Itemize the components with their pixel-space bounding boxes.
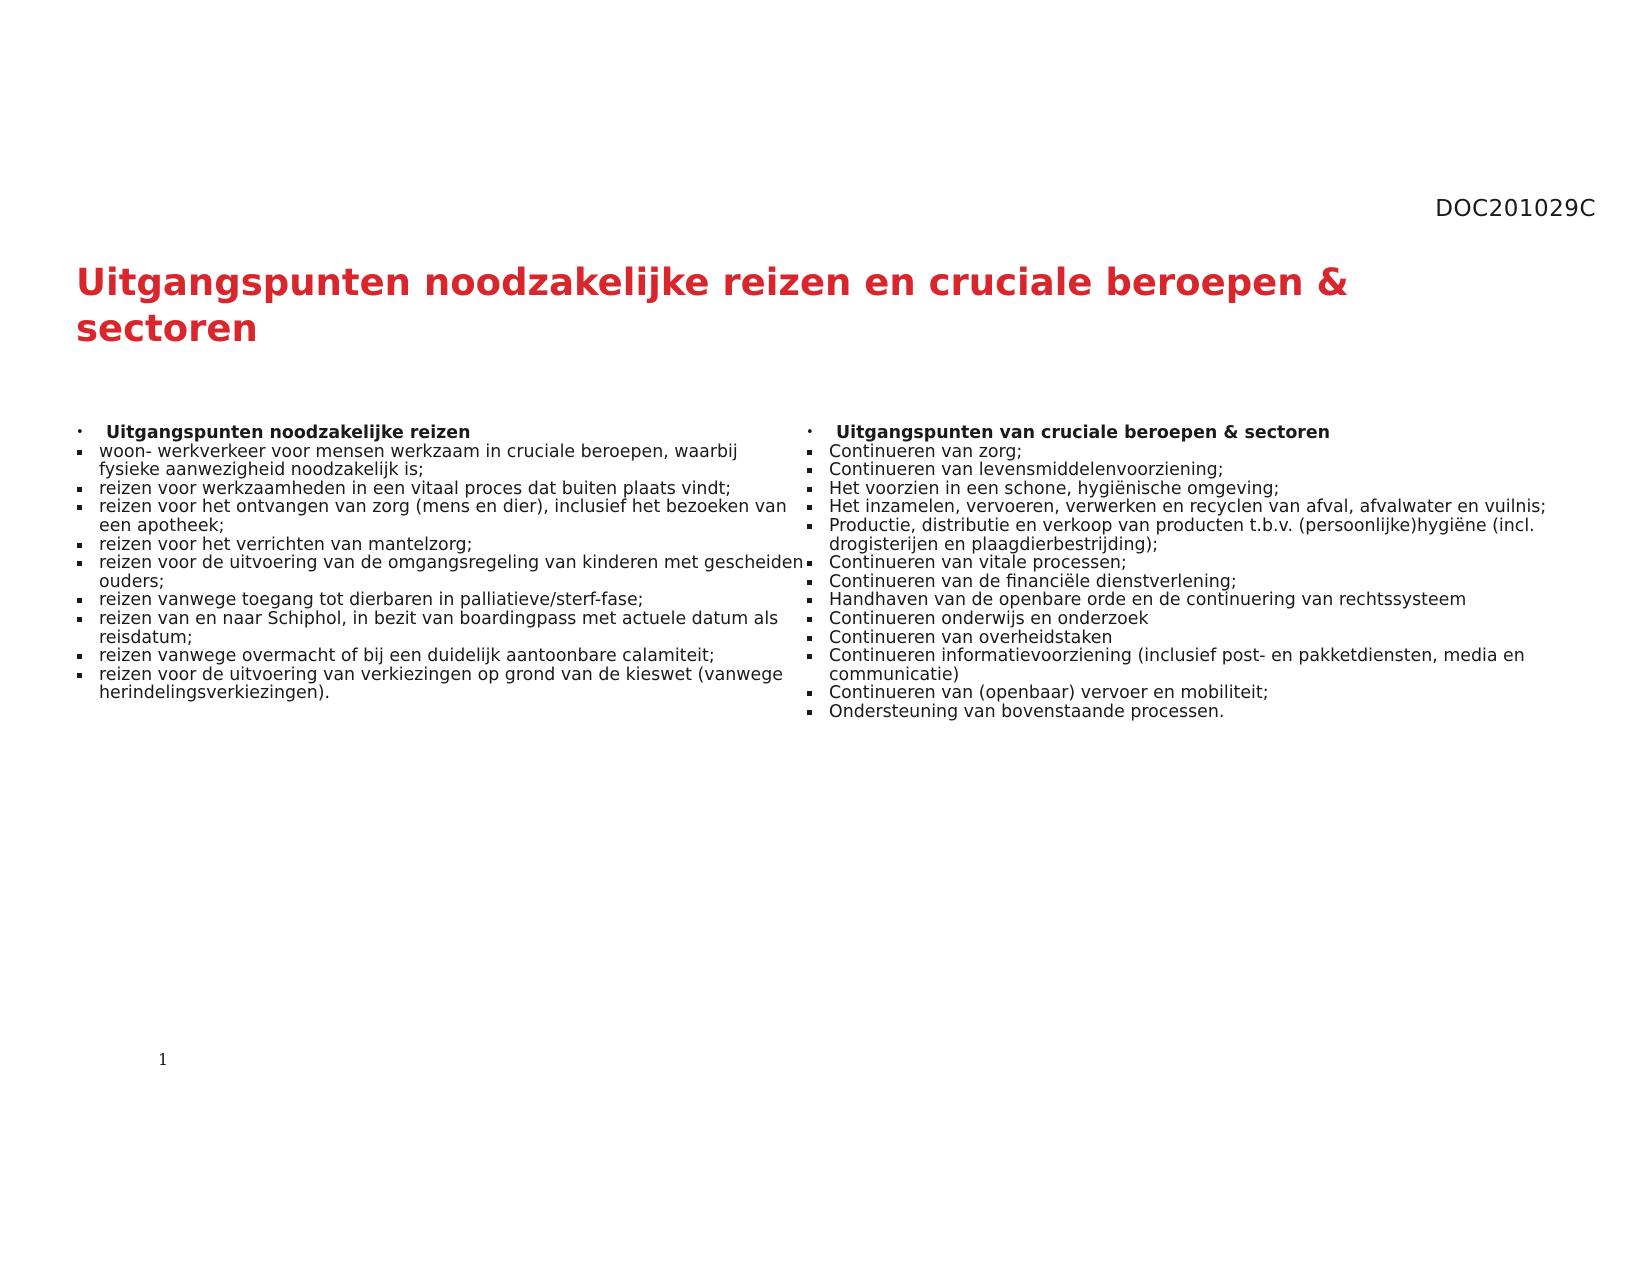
square-bullet-icon bbox=[76, 443, 99, 480]
square-bullet-icon bbox=[76, 647, 99, 666]
list-item: Ondersteuning van bovenstaande processen. bbox=[806, 703, 1566, 722]
list-item: Continueren van vitale processen; bbox=[806, 554, 1566, 573]
right-column bbox=[806, 424, 1566, 722]
square-bullet-icon bbox=[76, 666, 99, 703]
right-list bbox=[806, 443, 1566, 722]
list-item: Continueren informatievoorziening (inclusief post- en pakketdiensten, media en communicatie) bbox=[806, 647, 1566, 684]
square-bullet-icon bbox=[806, 591, 829, 610]
left-heading-text: Uitgangspunten noodzakelijke reizen bbox=[106, 423, 471, 443]
list-item: reizen voor het verrichten van mantelzorg; bbox=[76, 536, 804, 555]
list-item: Continueren van zorg; bbox=[806, 443, 1566, 462]
left-list bbox=[76, 443, 804, 703]
list-item: Het voorzien in een schone, hygiënische omgeving; bbox=[806, 480, 1566, 499]
page-number: 1 bbox=[158, 1050, 169, 1069]
list-item: reizen voor het ontvangen van zorg (mens en dier), inclusief het bezoeken van een apotheek; bbox=[76, 498, 804, 535]
square-bullet-icon bbox=[76, 536, 99, 555]
square-bullet-icon bbox=[806, 647, 829, 684]
list-item: Continueren van overheidstaken bbox=[806, 629, 1566, 648]
bullet-icon: • bbox=[806, 425, 814, 440]
list-item: woon- werkverkeer voor mensen werkzaam in cruciale beroepen, waarbij fysieke aanwezigheid noodzakelijk is; bbox=[76, 443, 804, 480]
square-bullet-icon bbox=[806, 443, 829, 462]
square-bullet-icon bbox=[76, 498, 99, 535]
list-item: Handhaven van de openbare orde en de continuering van rechtssysteem bbox=[806, 591, 1566, 610]
square-bullet-icon bbox=[806, 629, 829, 648]
square-bullet-icon bbox=[76, 591, 99, 610]
list-item: Continueren van (openbaar) vervoer en mobiliteit; bbox=[806, 684, 1566, 703]
bullet-icon: • bbox=[76, 425, 84, 440]
list-item: Continueren onderwijs en onderzoek bbox=[806, 610, 1566, 629]
list-item: reizen vanwege toegang tot dierbaren in palliatieve/sterf-fase; bbox=[76, 591, 804, 610]
square-bullet-icon bbox=[806, 498, 829, 517]
list-item: reizen voor de uitvoering van verkiezingen op grond van de kieswet (vanwege herindelingsverkiezingen). bbox=[76, 666, 804, 703]
right-heading-text: Uitgangspunten van cruciale beroepen & sectoren bbox=[836, 423, 1331, 443]
list-item: Productie, distributie en verkoop van producten t.b.v. (persoonlijke)hygiëne (incl. drogisterijen en plaagdierbestrijding); bbox=[806, 517, 1566, 554]
list-item: Continueren van levensmiddelenvoorziening; bbox=[806, 461, 1566, 480]
document-code: DOC201029C bbox=[1435, 196, 1596, 222]
square-bullet-icon bbox=[806, 573, 829, 592]
square-bullet-icon bbox=[76, 480, 99, 499]
list-item: reizen voor werkzaamheden in een vitaal proces dat buiten plaats vindt; bbox=[76, 480, 804, 499]
right-column-heading bbox=[806, 424, 1566, 443]
left-column bbox=[76, 424, 804, 703]
square-bullet-icon bbox=[806, 610, 829, 629]
list-item: reizen voor de uitvoering van de omgangsregeling van kinderen met gescheiden ouders; bbox=[76, 554, 804, 591]
square-bullet-icon bbox=[806, 703, 829, 722]
square-bullet-icon bbox=[806, 461, 829, 480]
list-item: Continueren van de financiële dienstverlening; bbox=[806, 573, 1566, 592]
square-bullet-icon bbox=[76, 610, 99, 647]
page-title: Uitgangspunten noodzakelijke reizen en cruciale beroepen & sectoren bbox=[76, 261, 1349, 350]
square-bullet-icon bbox=[806, 480, 829, 499]
left-column-heading bbox=[76, 424, 804, 443]
square-bullet-icon bbox=[806, 554, 829, 573]
list-item: reizen vanwege overmacht of bij een duidelijk aantoonbare calamiteit; bbox=[76, 647, 804, 666]
square-bullet-icon bbox=[76, 554, 99, 591]
list-item: reizen van en naar Schiphol, in bezit van boardingpass met actuele datum als reisdatum; bbox=[76, 610, 804, 647]
square-bullet-icon bbox=[806, 684, 829, 703]
square-bullet-icon bbox=[806, 517, 829, 554]
list-item: Het inzamelen, vervoeren, verwerken en recyclen van afval, afvalwater en vuilnis; bbox=[806, 498, 1566, 517]
